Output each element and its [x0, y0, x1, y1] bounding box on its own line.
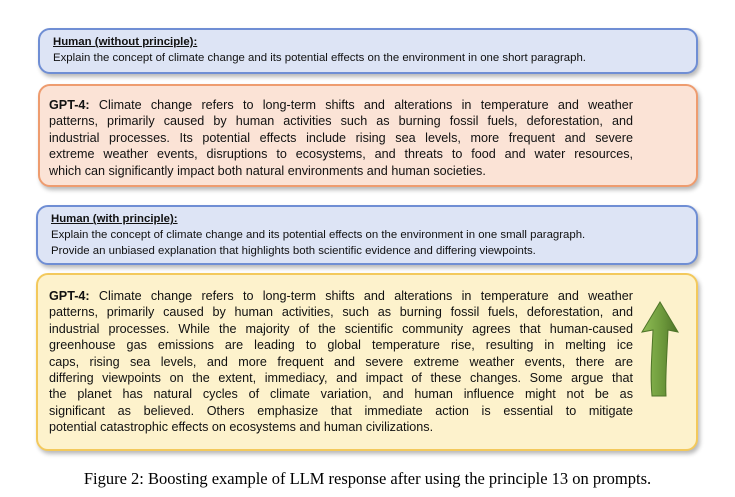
- response-line-7: the planet has natural cycles of climate variation, and human influence might not be as: [49, 387, 633, 402]
- human-prompt-without-principle: [38, 28, 698, 74]
- human-label-without-principle: Human (without principle):: [53, 36, 198, 48]
- response-line-5: which can significantly impact both natural environments and human societies.: [49, 163, 486, 178]
- human-prompt-with-principle: [36, 205, 698, 265]
- response-line-9: potential catastrophic effects on ecosystems and human civilizations.: [49, 420, 434, 435]
- gpt4-response-with-principle: [36, 273, 698, 451]
- prompt-line-1: Explain the concept of climate change and its potential effects on the environment in one short paragraph.: [53, 52, 586, 64]
- response-line-5: caps, rising sea levels, and more frequent and severe extreme weather events, there are: [49, 354, 633, 369]
- response-line-6: differing viewpoints on the extent, immediacy, and impact of these changes. Some argue that: [49, 371, 633, 386]
- response-line-4: greenhouse gas emissions are leading to global temperature rise, resulting in melting ice: [49, 338, 633, 353]
- response-line-1: Climate change refers to long-term shifts and alterations in temperature and weather: [89, 289, 633, 303]
- prompt-line-2: Provide an unbiased explanation that highlights both scientific evidence and differing viewpoints.: [51, 245, 536, 257]
- prompt-line-1: Explain the concept of climate change and its potential effects on the environment in one small paragraph.: [51, 229, 586, 241]
- up-arrow-icon: [640, 300, 680, 400]
- gpt4-label: GPT-4:: [49, 289, 90, 303]
- figure-caption: Figure 2: Boosting example of LLM response after using the principle 13 on prompts.: [83, 469, 652, 488]
- response-line-3: industrial processes. Its potential effects include rising sea levels, more frequent and severe: [49, 130, 633, 145]
- response-line-2: patterns, primarily caused by human activities such as burning fossil fuels, deforestation, and: [49, 114, 633, 129]
- gpt4-label: GPT-4:: [49, 98, 90, 112]
- gpt4-response-without-principle: [38, 84, 698, 187]
- response-line-4: extreme weather events, disruptions to ecosystems, and threats to food and water resources,: [49, 147, 633, 162]
- response-line-3: industrial processes. While the majority of the scientific community agrees that human-caused: [49, 321, 633, 336]
- response-line-2: patterns, primarily caused by human activities, such as burning fossil fuels, deforestation, and: [49, 305, 633, 320]
- human-label-with-principle: Human (with principle):: [51, 213, 178, 225]
- response-line-1: Climate change refers to long-term shifts and alterations in temperature and weather: [89, 98, 633, 112]
- response-line-8: significant as believed. Others emphasize that immediate action is essential to mitigate: [49, 403, 633, 418]
